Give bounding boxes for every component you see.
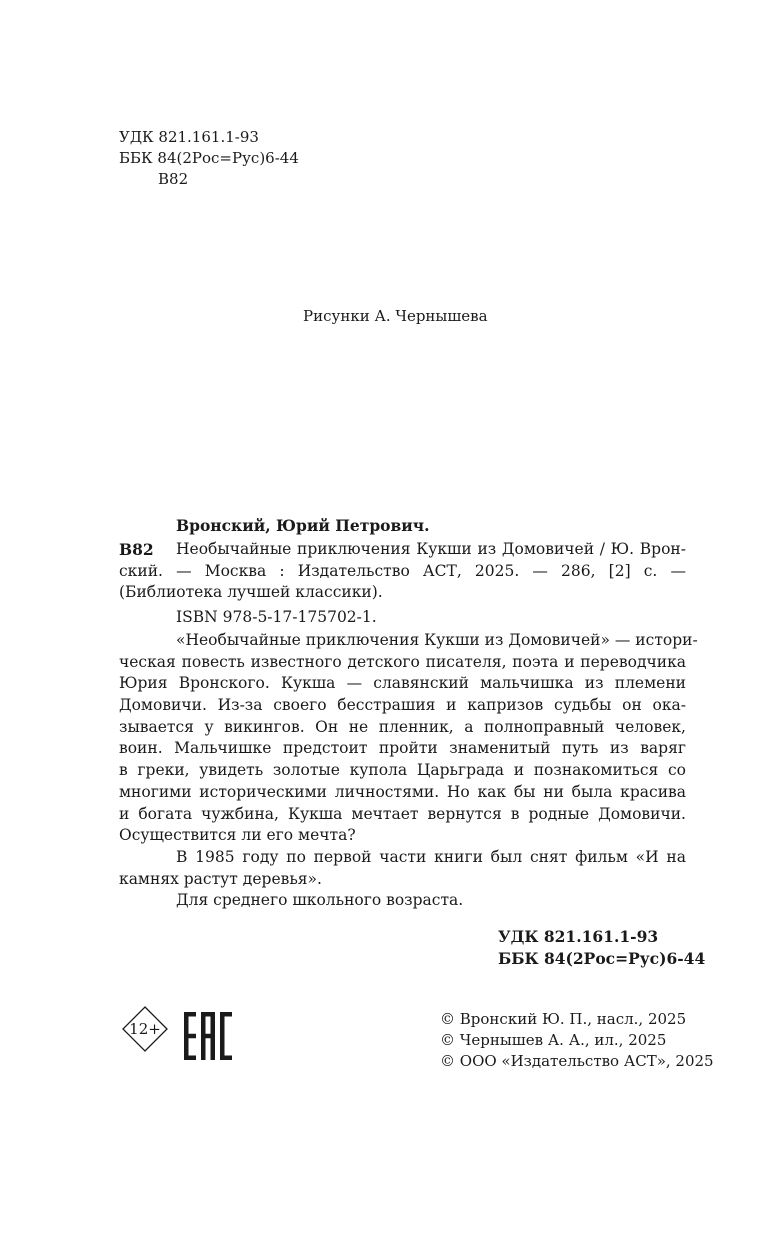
eac-certification-logo — [184, 1012, 232, 1060]
author-mark: В82 — [158, 170, 189, 188]
annotation-line: зывается у викингов. Он не пленник, а полноправный человек, — [119, 717, 686, 736]
film-line: камнях растут деревья». — [119, 869, 322, 888]
annotation-line: и богата чужбина, Кукша мечтает вернутся в родные Домовичи. — [119, 804, 686, 823]
annotation-line: ческая повесть известного детского писателя, поэта и переводчика — [119, 652, 686, 671]
annotation-line: в греки, увидеть золотые купола Царьграда и познакомиться со — [119, 761, 686, 780]
bbk-code: ББК 84(2Рос=Рус)6-44 — [119, 149, 299, 167]
annotation-line: многими историческими личностями. Но как бы ни была красива — [119, 782, 686, 801]
copyright-line: © Чернышев А. А., ил., 2025 — [440, 1031, 667, 1049]
annotation-line: «Необычайные приключения Кукши из Домовичей» — истори- — [176, 631, 698, 649]
annotation — [119, 630, 698, 912]
annotation-line: Юрия Вронского. Кукша — славянский мальчишка из племени — [119, 674, 686, 693]
catalog-entry-line: Необычайные приключения Кукши из Домовичей / Ю. Врон- — [176, 540, 686, 558]
bbk-code-bold: ББК 84(2Рос=Рус)6-44 — [498, 949, 706, 968]
film-line: В 1985 году по первой части книги был снят фильм «И на — [176, 847, 686, 866]
catalog-entry-line: (Библиотека лучшей классики). — [119, 583, 383, 602]
copyright-line: © ООО «Издательство АСТ», 2025 — [440, 1052, 714, 1070]
isbn: ISBN 978-5-17-175702-1. — [176, 608, 377, 626]
eac-logo-icon — [184, 1012, 232, 1060]
age-rating-text: 12+ — [129, 1020, 161, 1038]
copyright-line: © Вронский Ю. П., насл., 2025 — [440, 1010, 687, 1028]
catalog-author: Вронский, Юрий Петрович. — [176, 516, 430, 535]
illustrator-credit: Рисунки А. Чернышева — [303, 307, 488, 325]
catalog-author-mark: В82 — [119, 540, 154, 559]
annotation-line: воин. Мальчишке предстоит пройти знаменитый путь из варяг — [119, 739, 686, 758]
audience-line: Для среднего школьного возраста. — [176, 891, 464, 910]
catalog-entry — [119, 539, 686, 604]
annotation-line: Домовичи. Из-за своего бесстрашия и капризов судьбы он ока- — [119, 696, 686, 715]
udk-code-bold: УДК 821.161.1-93 — [498, 927, 659, 946]
udk-code: УДК 821.161.1-93 — [119, 128, 259, 146]
catalog-entry-line: ский. — Москва : Издательство АСТ, 2025. — 286, [2] с. — — [119, 561, 686, 580]
age-rating-badge — [122, 1006, 168, 1052]
annotation-line: Осуществится ли его мечта? — [119, 826, 356, 845]
